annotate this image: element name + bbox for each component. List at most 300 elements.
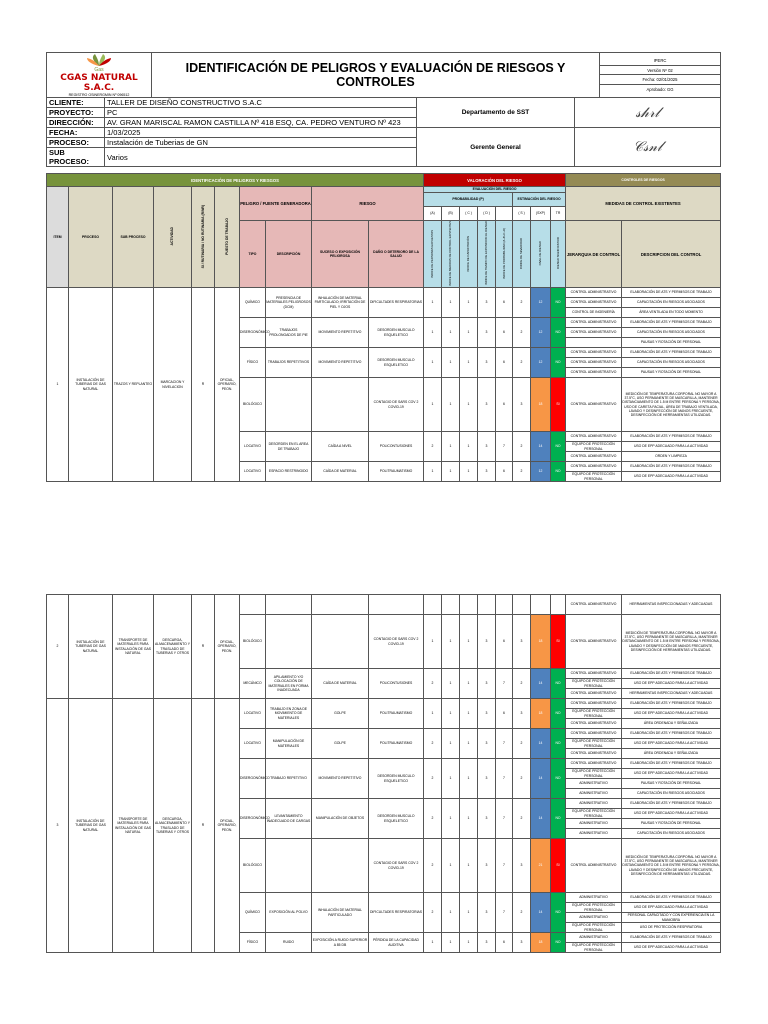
index-b: 1: [442, 288, 460, 318]
index-d: 3: [478, 378, 496, 432]
subproceso-cell: TRANSPORTE DE MATERIALES PARA INSTALACIÓN DE GAS NATURAL: [113, 595, 154, 699]
index-c: 1: [460, 933, 478, 953]
index-c: 1: [460, 729, 478, 759]
health-damage: POLICONTUSIONES: [369, 432, 424, 462]
index-s: 2: [513, 759, 531, 799]
index-c: 1: [460, 288, 478, 318]
exposure-event: MANIPULACIÓN DE OBJETOS: [312, 799, 369, 839]
proceso-cell: INSTALACIÓN DE TUBERIAS DE GAS NATURAL: [69, 288, 113, 482]
control-hierarchy: EQUIPO DE PROTECCIÓN PERSONAL: [566, 769, 622, 779]
index-b: 1: [442, 348, 460, 378]
control-description: USO DE EPP ADECUADO PARA LA ACTIVIDAD: [622, 739, 721, 749]
doc-version: Versión Nº 02: [600, 65, 720, 75]
rutinaria-cell: R: [192, 699, 215, 953]
risk-level: 18: [531, 699, 551, 729]
index-b: [442, 595, 460, 615]
risk-level: 12: [531, 318, 551, 348]
control-description: USO DE EPP ADECUADO PARA LA ACTIVIDAD: [622, 769, 721, 779]
significant-risk: NO: [551, 933, 566, 953]
control-description: ELABORACIÓN DE ATS Y PERMISOS DE TRABAJO: [622, 432, 721, 442]
leaf-logo-icon: [79, 53, 119, 67]
control-hierarchy: CONTROL ADMINISTRATIVO: [566, 358, 622, 368]
control-hierarchy: CONTROL ADMINISTRATIVO: [566, 729, 622, 739]
item-number: 3: [47, 699, 69, 953]
hazard-type: QUÍMICO: [240, 893, 266, 933]
info-value: Varios: [105, 148, 417, 167]
index-a: 1: [424, 462, 442, 482]
index-c: 1: [460, 799, 478, 839]
index-d: 3: [478, 462, 496, 482]
hazard-description: RUIDO: [266, 933, 312, 953]
hazard-description: [266, 378, 312, 432]
actividad-cell: DESCARGA, ALMACENAMIENTO Y TRASLADO DE TUBERIAS Y OTROS: [154, 595, 192, 699]
index-b: 1: [442, 933, 460, 953]
hazard-type: BIOLÓGICO: [240, 615, 266, 669]
risk-level: 18: [531, 933, 551, 953]
hazard-type: LOCATIVO: [240, 432, 266, 462]
control-hierarchy: EQUIPO DE PROTECCIÓN PERSONAL: [566, 679, 622, 689]
company-logo: Gas CGAS NATURAL S.A.C. REGISTRO OSINERGMIN Nº 096512: [47, 53, 152, 98]
info-label: FECHA:: [47, 128, 105, 138]
index-c: 1: [460, 759, 478, 799]
index-c: 1: [460, 615, 478, 669]
risk-level: 12: [531, 348, 551, 378]
control-hierarchy: EQUIPO DE PROTECCIÓN PERSONAL: [566, 442, 622, 452]
index-s: 2: [513, 669, 531, 699]
index-p: 7: [496, 839, 513, 893]
health-damage: PÉRDIDA DE LA CAPACIDAD AUDITIVA: [369, 933, 424, 953]
index-s: 2: [513, 462, 531, 482]
index-c: 1: [460, 432, 478, 462]
index-a: 1: [424, 699, 442, 729]
index-a: 1: [424, 933, 442, 953]
control-description: USO DE EPP ADECUADO PARA LA ACTIVIDAD: [622, 679, 721, 689]
index-s: 2: [513, 432, 531, 462]
control-hierarchy: ADMINISTRATIVO: [566, 829, 622, 839]
index-c: 1: [460, 893, 478, 933]
control-hierarchy: EQUIPO DE PROTECCIÓN PERSONAL: [566, 943, 622, 953]
col-tipo: TIPO: [240, 221, 266, 288]
significant-risk: SI: [551, 615, 566, 669]
significant-risk: NO: [551, 669, 566, 699]
table-row: [47, 288, 721, 298]
exposure-event: CAÍDA DE MATERIAL: [312, 462, 369, 482]
risk-level: 14: [531, 893, 551, 933]
section-identificacion: IDENTIFICACIÓN DE PELIGROS Y RIESGOS: [47, 174, 424, 187]
control-hierarchy: CONTROL ADMINISTRATIVO: [566, 669, 622, 679]
index-b: 1: [442, 462, 460, 482]
index-a: 1: [424, 288, 442, 318]
index-s: 2: [513, 799, 531, 839]
index-d: 3: [478, 799, 496, 839]
col-item: ITEM: [47, 187, 69, 288]
hazard-type: LOCATIVO: [240, 462, 266, 482]
hazard-type: FÍSICO: [240, 348, 266, 378]
control-hierarchy: ADMINISTRATIVO: [566, 789, 622, 799]
control-hierarchy: CONTROL ADMINISTRATIVO: [566, 452, 622, 462]
control-hierarchy: CONTROL ADMINISTRATIVO: [566, 759, 622, 769]
control-description: ELABORACIÓN DE ATS Y PERMISOS DE TRABAJO: [622, 933, 721, 943]
exposure-event: MOVIMIENTO REPETITIVO: [312, 759, 369, 799]
control-hierarchy: CONTROL ADMINISTRATIVO: [566, 749, 622, 759]
exposure-event: CAÍDA DE MATERIAL: [312, 669, 369, 699]
index-s: 3: [513, 699, 531, 729]
index-d: 3: [478, 432, 496, 462]
exposure-event: GOLPE: [312, 729, 369, 759]
control-description: ELABORACIÓN DE ATS Y PERMISOS DE TRABAJO: [622, 759, 721, 769]
control-hierarchy: CONTROL ADMINISTRATIVO: [566, 432, 622, 442]
index-p: 6: [496, 699, 513, 729]
puesto-cell: OFICIAL, OPERARIO, PEON.: [215, 595, 240, 699]
index-p: 6: [496, 378, 513, 432]
index-a: 1: [424, 348, 442, 378]
exposure-event: INHALACIÓN DE MATERIAL PARTICULADO: [312, 893, 369, 933]
hazard-type: FÍSICO: [240, 933, 266, 953]
hazard-description: ESPACIO RESTRINGIDO: [266, 462, 312, 482]
risk-level: 14: [531, 759, 551, 799]
index-p: 7: [496, 432, 513, 462]
col-medidas: MEDIDAS DE CONTROL EXISTENTES: [566, 187, 721, 221]
index-s: 3: [513, 839, 531, 893]
index-s: [513, 595, 531, 615]
significant-risk: NO: [551, 288, 566, 318]
control-description: USO DE PROTECCIÓN RESPIRATORIA: [622, 923, 721, 933]
control-hierarchy: EQUIPO DE PROTECCIÓN PERSONAL: [566, 809, 622, 819]
health-damage: POLITRAUMATISMO: [369, 462, 424, 482]
control-description: ÁREA VENTILADA EN TODO MOMENTO: [622, 308, 721, 318]
significant-risk: NO: [551, 462, 566, 482]
rutinaria-cell: R: [192, 288, 215, 482]
index-b: 1: [442, 318, 460, 348]
col-actividad: ACTIVIDAD: [170, 227, 175, 246]
index-d: 3: [478, 893, 496, 933]
exposure-event: [312, 378, 369, 432]
risk-level: 14: [531, 432, 551, 462]
control-hierarchy: CONTROL ADMINISTRATIVO: [566, 288, 622, 298]
control-description: MEDICIÓN DE TEMPERATURA CORPORAL NO MAYOR A 37.5°C, USO PERMANENTE DE MASCARILLA, MANTENER DISTANCIAMIENTO DE 1.5 M ENTRE PERSONA Y PERSONA, USO DE CARETA FACIAL, ÁREA DE TRABAJO VENTILADA, LAVADO Y DESINFECCIÓN DE MANOS FRECUENTE, DESINFECCIÓN DE HERRAMIENTAS UTILIZADAS.: [622, 378, 721, 432]
control-description: ELABORACIÓN DE ATS Y PERMISOS DE TRABAJO: [622, 348, 721, 358]
document-header: [46, 52, 720, 482]
hazard-description: APILAMIENTO Y/O COLOCACIÓN DE MATERIALES EN FORMA INADECUADA: [266, 669, 312, 699]
control-description: ORDEN Y LIMPIEZA: [622, 452, 721, 462]
subproceso-cell: TRAZOS Y REPLANTEO: [113, 288, 154, 482]
control-description: CAPACITACIÓN EN RIESGOS ASOCIADOS: [622, 328, 721, 338]
control-hierarchy: CONTROL ADMINISTRATIVO: [566, 689, 622, 699]
doc-date: Fecha: 02/01/2025: [600, 75, 720, 85]
control-hierarchy: CONTROL ADMINISTRATIVO: [566, 318, 622, 328]
control-hierarchy: CONTROL DE INGENIERÍA: [566, 308, 622, 318]
index-p: 7: [496, 669, 513, 699]
health-damage: DESORDEN MUSCULO ESQUELETICO: [369, 348, 424, 378]
section-valoracion: VALORACIÓN DEL RIESGO: [424, 174, 566, 187]
index-p: 7: [496, 759, 513, 799]
index-d: 3: [478, 318, 496, 348]
index-p: 6: [496, 288, 513, 318]
col-peligro: PELIGRO / FUENTE GENERADORA: [240, 187, 312, 221]
control-hierarchy: CONTROL ADMINISTRATIVO: [566, 378, 622, 432]
control-description: MEDICIÓN DE TEMPERATURA CORPORAL NO MAYOR A 37.5°C, USO PERMANENTE DE MASCARILLA, MANTENER DISTANCIAMIENTO DE 1.5 M ENTRE PERSONA Y PERSONA, LAVADO Y DESINFECCIÓN DE MANOS FRECUENTE, DESINFECCIÓN DE HERRAMIENTAS UTILIZADAS.: [622, 839, 721, 893]
significant-risk: NO: [551, 348, 566, 378]
hazard-description: [266, 839, 312, 893]
index-a: 1: [424, 615, 442, 669]
risk-level: [531, 595, 551, 615]
document-title: IDENTIFICACIÓN DE PELIGROS Y EVALUACIÓN DE RIESGOS Y CONTROLES: [152, 53, 600, 98]
index-p: 7: [496, 729, 513, 759]
exposure-event: [312, 595, 369, 615]
index-d: 3: [478, 348, 496, 378]
control-description: ELABORACIÓN DE ATS Y PERMISOS DE TRABAJO: [622, 318, 721, 328]
control-description: ELABORACIÓN DE ATS Y PERMISOS DE TRABAJO: [622, 699, 721, 709]
control-hierarchy: EQUIPO DE PROTECCIÓN PERSONAL: [566, 903, 622, 913]
index-p: 6: [496, 462, 513, 482]
info-label: CLIENTE:: [47, 98, 105, 108]
significant-risk: NO: [551, 432, 566, 462]
index-c: 1: [460, 669, 478, 699]
control-hierarchy: EQUIPO DE PROTECCIÓN PERSONAL: [566, 472, 622, 482]
index-c: 1: [460, 378, 478, 432]
control-description: USO DE EPP ADECUADO PARA LA ACTIVIDAD: [622, 442, 721, 452]
index-b: 1: [442, 893, 460, 933]
index-d: 3: [478, 759, 496, 799]
index-a: 2: [424, 759, 442, 799]
hazard-type: QUÍMICO: [240, 288, 266, 318]
col-descripcion-control: DESCRIPCION DEL CONTROL: [622, 221, 721, 288]
col-jerarquia: JERARQUIA DE CONTROL: [566, 221, 622, 288]
index-a: 1: [424, 318, 442, 348]
control-description: PAUSAS Y ROTACIÓN DE PERSONAL: [622, 819, 721, 829]
section-probabilidad: PROBABILIDAD (P): [424, 193, 513, 207]
risk-level: 14: [531, 669, 551, 699]
info-value: Instalación de Tuberias de GN: [105, 138, 417, 148]
hazard-description: TRABAJOS PROLONGADOS DE PIE: [266, 318, 312, 348]
control-description: ÁREA ORDENADA Y SEÑALIZADA: [622, 749, 721, 759]
control-hierarchy: ADMINISTRATIVO: [566, 913, 622, 923]
index-a: 1: [424, 378, 442, 432]
hazard-type: BIOLÓGICO: [240, 839, 266, 893]
hazard-type: DISERGONÓMICO: [240, 799, 266, 839]
hazard-type: DISERGONÓMICO: [240, 759, 266, 799]
index-d: 3: [478, 615, 496, 669]
control-hierarchy: CONTROL ADMINISTRATIVO: [566, 328, 622, 338]
risk-level: 14: [531, 799, 551, 839]
index-s: 3: [513, 933, 531, 953]
index-a: 2: [424, 729, 442, 759]
index-b: 1: [442, 699, 460, 729]
control-hierarchy: ADMINISTRATIVO: [566, 893, 622, 903]
index-d: 3: [478, 839, 496, 893]
index-p: 6: [496, 615, 513, 669]
hazard-description: PRESENCIA DE MATERIALES PELIGROSOS (DCM): [266, 288, 312, 318]
col-descripcion: DESCRIPCIÓN: [266, 221, 312, 288]
sst-signature: 𝓈𝒽𝓇𝓁: [575, 98, 721, 128]
index-p: 6: [496, 318, 513, 348]
control-description: ELABORACIÓN DE ATS Y PERMISOS DE TRABAJO: [622, 462, 721, 472]
index-d: 3: [478, 699, 496, 729]
index-c: [460, 595, 478, 615]
index-b: 1: [442, 669, 460, 699]
index-a: 2: [424, 839, 442, 893]
significant-risk: NO: [551, 893, 566, 933]
control-hierarchy: ADMINISTRATIVO: [566, 779, 622, 789]
control-hierarchy: EQUIPO DE PROTECCIÓN PERSONAL: [566, 923, 622, 933]
control-hierarchy: CONTROL ADMINISTRATIVO: [566, 298, 622, 308]
control-hierarchy: ADMINISTRATIVO: [566, 819, 622, 829]
col-rutinaria: SI / RUTINARIA / NO RUTINARIA (R/NR): [200, 204, 205, 269]
info-label: SUB PROCESO:: [47, 148, 105, 167]
control-description: MEDICIÓN DE TEMPERATURA CORPORAL NO MAYOR A 37.5°C, USO PERMANENTE DE MASCARILLA, MANTENER DISTANCIAMIENTO DE 1.5 M ENTRE PERSONA Y PERSONA, LAVADO Y DESINFECCIÓN DE MANOS FRECUENTE, DESINFECCIÓN DE HERRAMIENTAS UTILIZADAS.: [622, 615, 721, 669]
control-description: USO DE EPP ADECUADO PARA LA ACTIVIDAD: [622, 709, 721, 719]
control-description: ELABORACIÓN DE ATS Y PERMISOS DE TRABAJO: [622, 729, 721, 739]
index-c: 1: [460, 462, 478, 482]
health-damage: DESORDEN MUSCULO ESQUELETICO: [369, 799, 424, 839]
control-hierarchy: ADMINISTRATIVO: [566, 799, 622, 809]
hazard-type: MECÁNICO: [240, 669, 266, 699]
section-estimacion: ESTIMACIÓN DEL RIESGO: [513, 193, 566, 207]
exposure-event: INHALACIÓN DE MATERIAL PARTICULADO; IRRITACIÓN DE PIEL Y OJOS: [312, 288, 369, 318]
control-description: ELABORACIÓN DE ATS Y PERMISOS DE TRABAJO: [622, 669, 721, 679]
control-description: PAUSAS Y ROTACIÓN DE PERSONAL: [622, 779, 721, 789]
significant-risk: NO: [551, 799, 566, 839]
subproceso-cell: TRANSPORTE DE MATERIALES PARA INSTALACIÓN DE GAS NATURAL: [113, 699, 154, 953]
control-hierarchy: CONTROL ADMINISTRATIVO: [566, 699, 622, 709]
risk-table-page-2: [46, 594, 721, 953]
index-d: 3: [478, 669, 496, 699]
exposure-event: MOVIMIENTO REPETITIVO: [312, 348, 369, 378]
col-suceso: SUCESO O EXPOSICIÓN PELIGROSA: [312, 221, 369, 288]
index-a: 2: [424, 669, 442, 699]
manager-signature: 𝒞𝓈𝓃𝓁: [575, 128, 721, 167]
control-hierarchy: EQUIPO DE PROTECCIÓN PERSONAL: [566, 709, 622, 719]
info-value: AV. GRAN MARISCAL RAMON CASTILLA Nº 418 ESQ, CA. PEDRO VENTURO Nº 423: [105, 118, 417, 128]
control-description: USO DE EPP ADECUADO PARA LA ACTIVIDAD: [622, 903, 721, 913]
exposure-event: [312, 839, 369, 893]
control-description: CAPACITACIÓN EN RIESGOS ASOCIADOS: [622, 358, 721, 368]
sst-department: Departamento de SST: [417, 98, 575, 128]
control-description: PERSONAL CAPACITADO Y CON EXPERIENCIA EN LA MANIOBRA: [622, 913, 721, 923]
significant-risk: SI: [551, 378, 566, 432]
index-s: 3: [513, 378, 531, 432]
index-s: 2: [513, 348, 531, 378]
index-c: 1: [460, 839, 478, 893]
index-d: 3: [478, 288, 496, 318]
control-description: ELABORACIÓN DE ATS Y PERMISOS DE TRABAJO: [622, 799, 721, 809]
exposure-event: GOLPE: [312, 699, 369, 729]
index-d: [478, 595, 496, 615]
index-d: 3: [478, 933, 496, 953]
index-b: 1: [442, 378, 460, 432]
index-s: 2: [513, 729, 531, 759]
health-damage: POLICONTUSIONES: [369, 669, 424, 699]
exposure-event: EXPOSICIÓN A RUIDO SUPERIOR A 85 DB: [312, 933, 369, 953]
health-damage: CONTAGIO DE SARS COV 2 COVID-19: [369, 378, 424, 432]
control-description: ÁREA ORDENADA Y SEÑALIZADA: [622, 719, 721, 729]
hazard-description: TRABAJO REPETITIVO: [266, 759, 312, 799]
control-description: USO DE EPP ADECUADO PARA LA ACTIVIDAD: [622, 472, 721, 482]
exposure-event: CAÍDA A NIVEL: [312, 432, 369, 462]
table-row: [47, 595, 721, 615]
index-c: 1: [460, 348, 478, 378]
general-manager: Gerente General: [417, 128, 575, 167]
control-hierarchy: CONTROL ADMINISTRATIVO: [566, 839, 622, 893]
hazard-description: [266, 595, 312, 615]
risk-level: 18: [531, 615, 551, 669]
index-b: 1: [442, 729, 460, 759]
hazard-description: LEVANTAMIENTO INADECUADO DE CARGAS: [266, 799, 312, 839]
proceso-cell: INSTALACIÓN DE TUBERIAS DE GAS NATURAL: [69, 699, 113, 953]
index-c: 1: [460, 699, 478, 729]
control-description: ELABORACIÓN DE ATS Y PERMISOS DE TRABAJO: [622, 893, 721, 903]
hazard-type: BIOLÓGICO: [240, 378, 266, 432]
significant-risk: NO: [551, 759, 566, 799]
info-value: TALLER DE DISEÑO CONSTRUCTIVO S.A.C: [105, 98, 417, 108]
index-b: 1: [442, 799, 460, 839]
company-name: CGAS NATURAL S.A.C.: [60, 73, 138, 93]
actividad-cell: DESCARGA, ALMACENAMIENTO Y TRASLADO DE TUBERIAS Y OTROS: [154, 699, 192, 953]
hazard-description: TRABAJOS REPETITIVOS: [266, 348, 312, 378]
puesto-cell: OFICIAL, OPERARIO, PEON.: [215, 699, 240, 953]
index-c: 1: [460, 318, 478, 348]
hazard-description: EXPOSICIÓN AL POLVO: [266, 893, 312, 933]
significant-risk: NO: [551, 729, 566, 759]
health-damage: DESORDEN MUSCULO ESQUELETICO: [369, 318, 424, 348]
index-p: 7: [496, 893, 513, 933]
info-label: DIRECCIÓN:: [47, 118, 105, 128]
control-hierarchy: CONTROL ADMINISTRATIVO: [566, 348, 622, 358]
control-hierarchy: EQUIPO DE PROTECCIÓN PERSONAL: [566, 739, 622, 749]
index-a: 2: [424, 893, 442, 933]
index-p: 6: [496, 933, 513, 953]
hazard-type: LOCATIVO: [240, 729, 266, 759]
info-value: 1/03/2025: [105, 128, 417, 138]
index-p: [496, 595, 513, 615]
col-dano: DAÑO O DETERIORO DE LA SALUD: [369, 221, 424, 288]
matrix-header: IDENTIFICACIÓN DE PELIGROS Y RIESGOS VALORACIÓN DEL RIESGO CONTROLES DE RIESGOS ITEM PROCESO SUB PROCESO ACTIVIDAD SI / RUTINARIA / NO RUTINARIA (R/NR) PUESTO DE TRABAJO PELIGRO / FUENTE GENERADORA RIESGO EVALUACIÓN DEL RIESGO MEDIDAS DE CONTROL EXISTENTES PROBABILIDAD (P) ESTIMACIÓN DEL RIESGO (A) (B) ( C ) ( D ) ( S ) (SXP) TR TIPO DESCRIPCIÓN SUCESO O EXPOSICIÓN PELIGROSA DAÑO O DETERIORO DE LA SALUD INDICE DE PERSONAS EXPUESTAS INDICE DE MEDIDAS DE CONTROL EXISTENTES INDICE DE CAPACITACIÓN INDICE DE TIEMPO DE EXPOSICION AL RIESGO INDICE DE PROBABILIDAD (A+B+C+D) INDICE DE SEVERIDAD NIVEL DE RIESGO RIESGO SIGNIFICATIVO JERARQUIA DE CONTROL DESCRIPCION DEL CONTROL: [46, 173, 721, 288]
health-damage: POLITRAUMATISMO: [369, 699, 424, 729]
index-a: 2: [424, 432, 442, 462]
control-description: PAUSAS Y ROTACIÓN DE PERSONAL: [622, 368, 721, 378]
control-description: CAPACITACIÓN EN RIESGOS ASOCIADOS: [622, 298, 721, 308]
control-description: CAPACITACIÓN EN RIESGOS ASOCIADOS: [622, 829, 721, 839]
significant-risk: NO: [551, 318, 566, 348]
proceso-cell: INSTALACIÓN DE TUBERIAS DE GAS NATURAL: [69, 595, 113, 699]
health-damage: DESORDEN MUSCULO ESQUELETICO: [369, 759, 424, 799]
table-row: [47, 699, 721, 709]
control-description: ELABORACIÓN DE ATS Y PERMISOS DE TRABAJO: [622, 288, 721, 298]
risk-level: 21: [531, 839, 551, 893]
control-description: PAUSAS Y ROTACIÓN DE PERSONAL: [622, 338, 721, 348]
doc-approved: Aprobado: GG: [646, 87, 674, 93]
index-s: 2: [513, 288, 531, 318]
hazard-description: [266, 615, 312, 669]
item-number: 2: [47, 595, 69, 699]
control-description: HERRAMIENTAS INSPECCIONADAS Y ADECUADAS: [622, 595, 721, 615]
index-s: 2: [513, 318, 531, 348]
control-description: USO DE EPP ADECUADO PARA LA ACTIVIDAD: [622, 943, 721, 953]
index-p: 7: [496, 799, 513, 839]
index-s: 2: [513, 893, 531, 933]
control-hierarchy: CONTROL ADMINISTRATIVO: [566, 595, 622, 615]
hazard-description: MANIPULACIÓN DE MATERIALES: [266, 729, 312, 759]
index-b: 1: [442, 759, 460, 799]
info-label: PROCESO:: [47, 138, 105, 148]
health-damage: DIFICULTADES RESPIRATORIAS: [369, 893, 424, 933]
index-a: 2: [424, 799, 442, 839]
health-damage: DIFICULTADES RESPIRATORIAS: [369, 288, 424, 318]
hazard-type: LOCATIVO: [240, 699, 266, 729]
section-controles: CONTROLES DE RIESGOS: [566, 174, 721, 187]
index-a: [424, 595, 442, 615]
info-label: PROYECTO:: [47, 108, 105, 118]
